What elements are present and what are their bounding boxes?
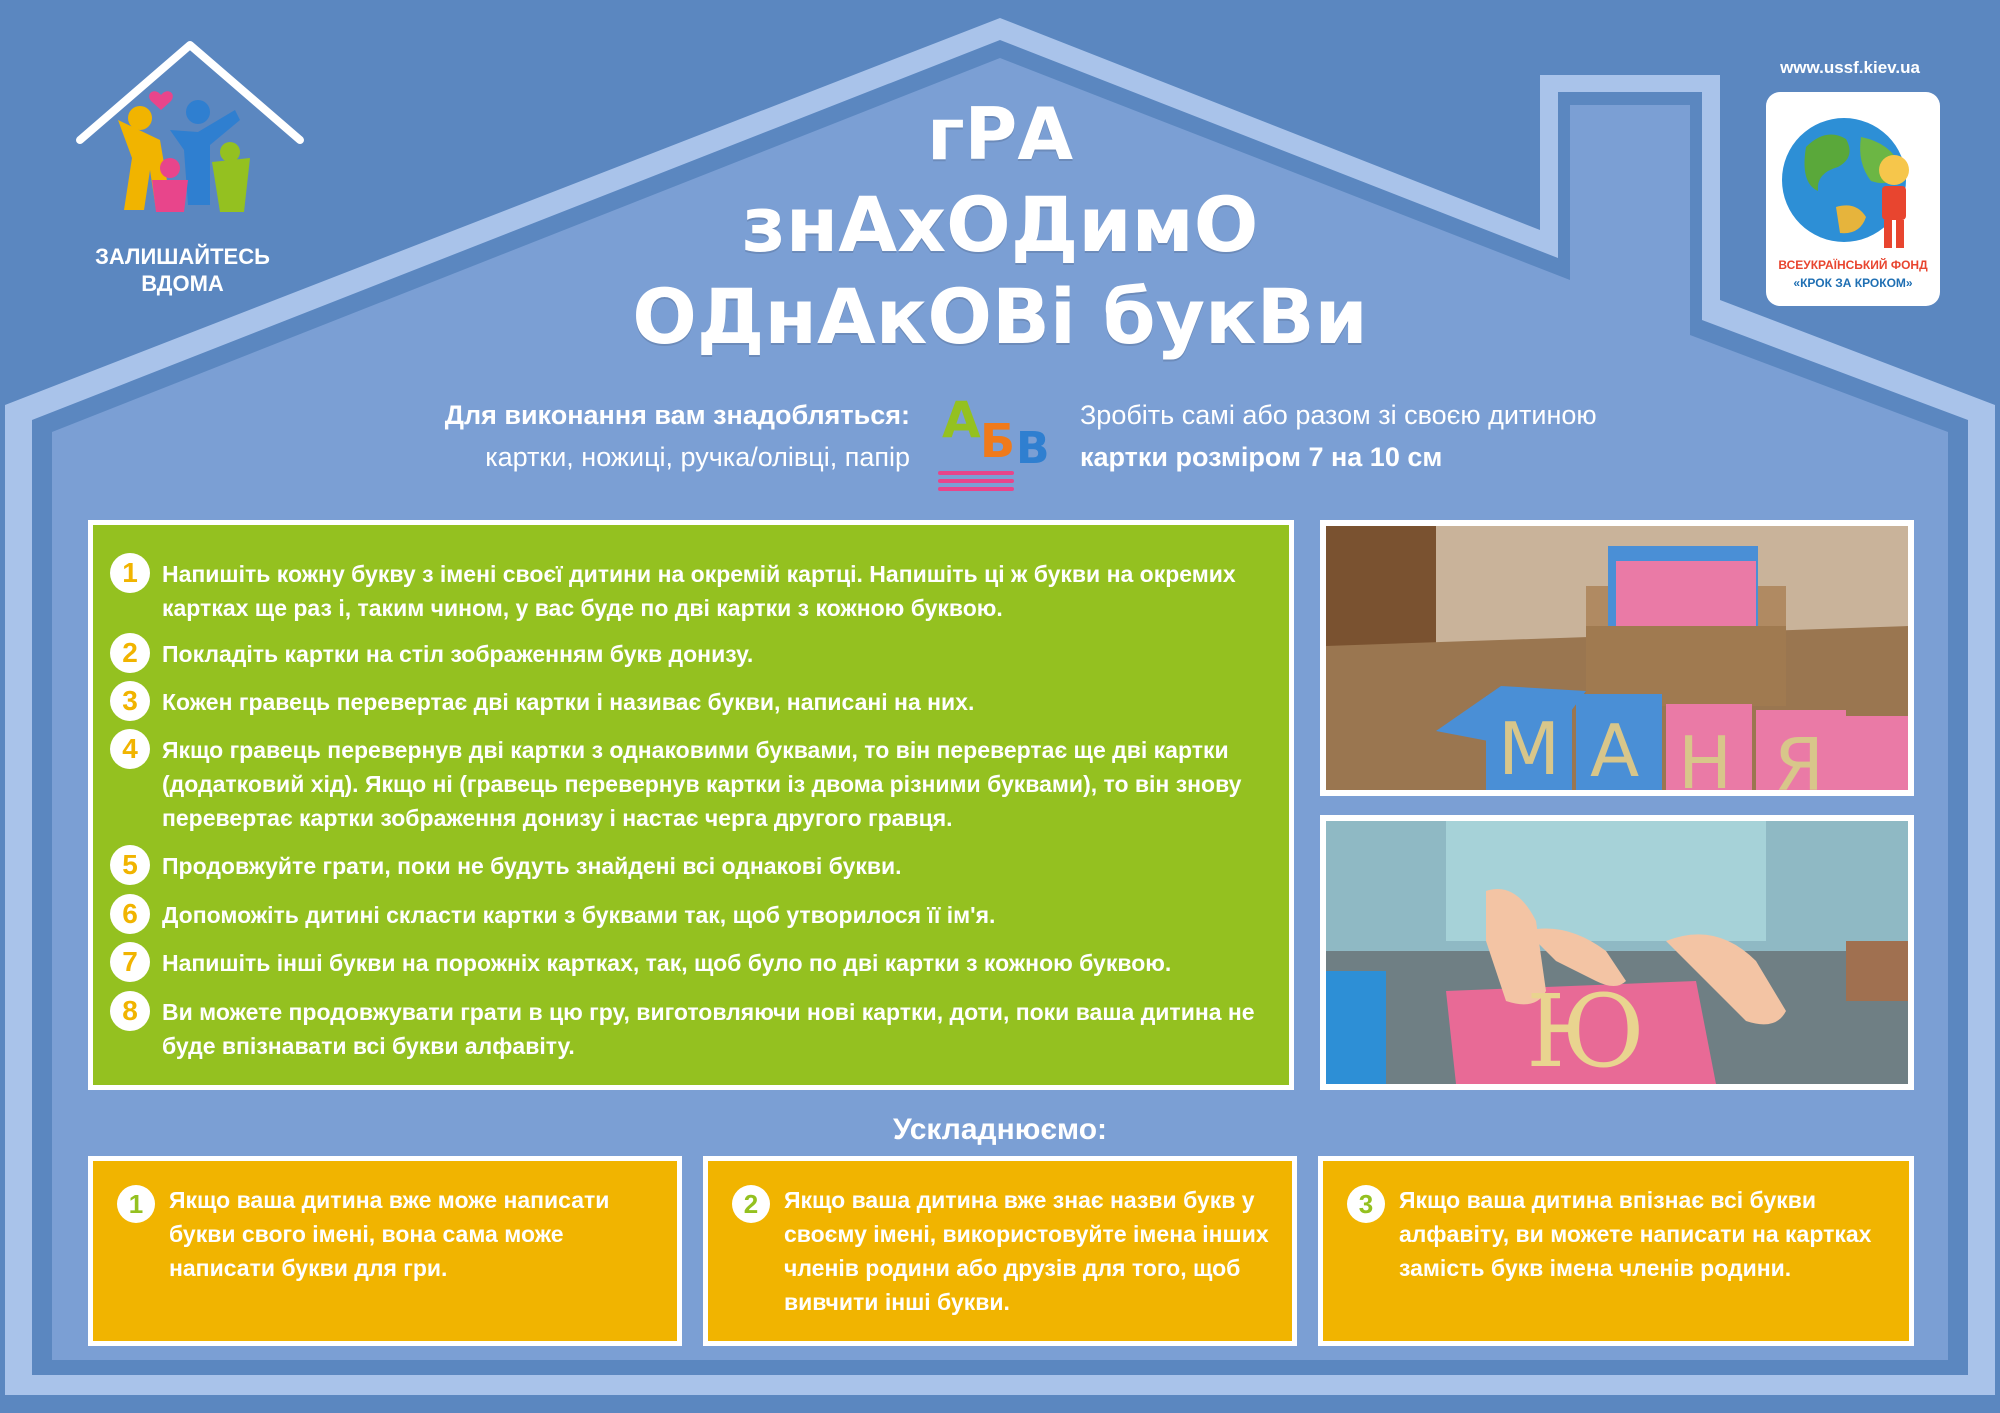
title-line-3: ОДнАкОВі букВи bbox=[632, 272, 1368, 361]
foundation-logo bbox=[1766, 92, 1940, 306]
logo-left-line1: ЗАЛИШАЙТЕСЬ bbox=[95, 244, 270, 269]
step-5 bbox=[110, 849, 1260, 885]
harder-number: 1 bbox=[117, 1185, 155, 1223]
step-text: Покладіть картки на стіл зображенням букв донизу. bbox=[162, 641, 754, 667]
materials-items: картки, ножиці, ручка/олівці, папір bbox=[485, 442, 910, 472]
card-letter: Ю bbox=[1526, 973, 1646, 1084]
harder-item-1 bbox=[88, 1156, 682, 1346]
harder-number: 3 bbox=[1347, 1185, 1385, 1223]
step-3 bbox=[110, 685, 1260, 721]
step-text: Напишіть кожну букву з імені своєї дитини на окремій картці. Напишіть ці ж букви на окремих картках ще раз і, таким чином, у вас буде по дві картки з кожною буквою. bbox=[162, 561, 1236, 621]
card-letter: А bbox=[1590, 709, 1640, 790]
globe-icon bbox=[1766, 92, 1940, 306]
title-line-1: гРА bbox=[926, 92, 1074, 176]
step-4 bbox=[110, 733, 1260, 835]
step-number: 2 bbox=[110, 633, 150, 673]
step-number: 7 bbox=[110, 942, 150, 982]
harder-number: 2 bbox=[732, 1185, 770, 1223]
harder-text: Якщо ваша дитина вже знає назви букв у своєму імені, використовуйте імена інших членів родини або друзів для того, щоб вивчити інші букви. bbox=[784, 1187, 1269, 1315]
card-letter: Н bbox=[1678, 721, 1733, 790]
materials-label: Для виконання вам знадобляться: bbox=[444, 400, 910, 430]
step-text: Кожен гравець перевертає дві картки і називає букви, написані на них. bbox=[162, 689, 975, 715]
foundation-name-line2: «КРОК ЗА КРОКОМ» bbox=[1793, 276, 1913, 290]
photo-letter-cards-box bbox=[1320, 520, 1914, 796]
harder-text: Якщо ваша дитина вже може написати букви свого імені, вона сама може написати букви для гри. bbox=[169, 1187, 610, 1281]
step-number: 5 bbox=[110, 845, 150, 885]
step-6 bbox=[110, 898, 1260, 934]
harder-item-3 bbox=[1318, 1156, 1914, 1346]
step-text: Допоможіть дитині скласти картки з буквами так, щоб утворилося її ім'я. bbox=[162, 902, 996, 928]
step-number: 4 bbox=[110, 729, 150, 769]
make-cards-label: Зробіть самі або разом зі своєю дитиною bbox=[1080, 400, 1597, 430]
harder-title: Ускладнюємо: bbox=[892, 1113, 1108, 1146]
step-1 bbox=[110, 557, 1260, 625]
step-7 bbox=[110, 946, 1260, 982]
step-2 bbox=[110, 637, 1260, 673]
card-letter: Я bbox=[1774, 723, 1825, 790]
step-text: Напишіть інші букви на порожніх картках, так, щоб було по дві картки з кожною буквою. bbox=[162, 950, 1172, 976]
abv-letter-a: А bbox=[942, 391, 981, 449]
step-number: 1 bbox=[110, 553, 150, 593]
step-text: Ви можете продовжувати грати в цю гру, виготовляючи нові картки, доти, поки ваша дитина не буде впізнавати всі букви алфавіту. bbox=[162, 999, 1255, 1059]
abv-letter-v: В bbox=[1016, 423, 1050, 474]
card-size-text: картки розміром 7 на 10 см bbox=[1080, 442, 1443, 472]
harder-text: Якщо ваша дитина впізнає всі букви алфавіту, ви можете написати на картках замість букв імена членів родини. bbox=[1399, 1187, 1872, 1281]
site-url-link[interactable]: www.ussf.kiev.ua bbox=[1780, 58, 1920, 77]
harder-item-2 bbox=[703, 1156, 1297, 1346]
stay-home-logo-text bbox=[40, 243, 325, 297]
step-text: Продовжуйте грати, поки не будуть знайдені всі однакові букви. bbox=[162, 853, 902, 879]
card-letter: М bbox=[1498, 707, 1561, 790]
abv-letters-icon bbox=[932, 385, 1062, 495]
photo-child-tracing-letter bbox=[1320, 815, 1914, 1090]
step-text: Якщо гравець перевернув дві картки з однаковими буквами, то він перевертає ще дві картки (додатковий хід). Якщо ні (гравець перевернув картки із двома різними буквами), то він знову перевертає картки зображення донизу і настає черга другого гравця. bbox=[162, 737, 1242, 831]
step-8 bbox=[110, 995, 1260, 1063]
abv-letter-b: Б bbox=[980, 414, 1016, 468]
logo-left-line2: ВДОМА bbox=[141, 271, 224, 296]
foundation-name-line1: ВСЕУКРАЇНСЬКИЙ ФОНД bbox=[1778, 258, 1928, 272]
step-number: 6 bbox=[110, 894, 150, 934]
title-line-2: знАхОДимО bbox=[741, 180, 1259, 269]
step-number: 3 bbox=[110, 681, 150, 721]
step-number: 8 bbox=[110, 991, 150, 1031]
